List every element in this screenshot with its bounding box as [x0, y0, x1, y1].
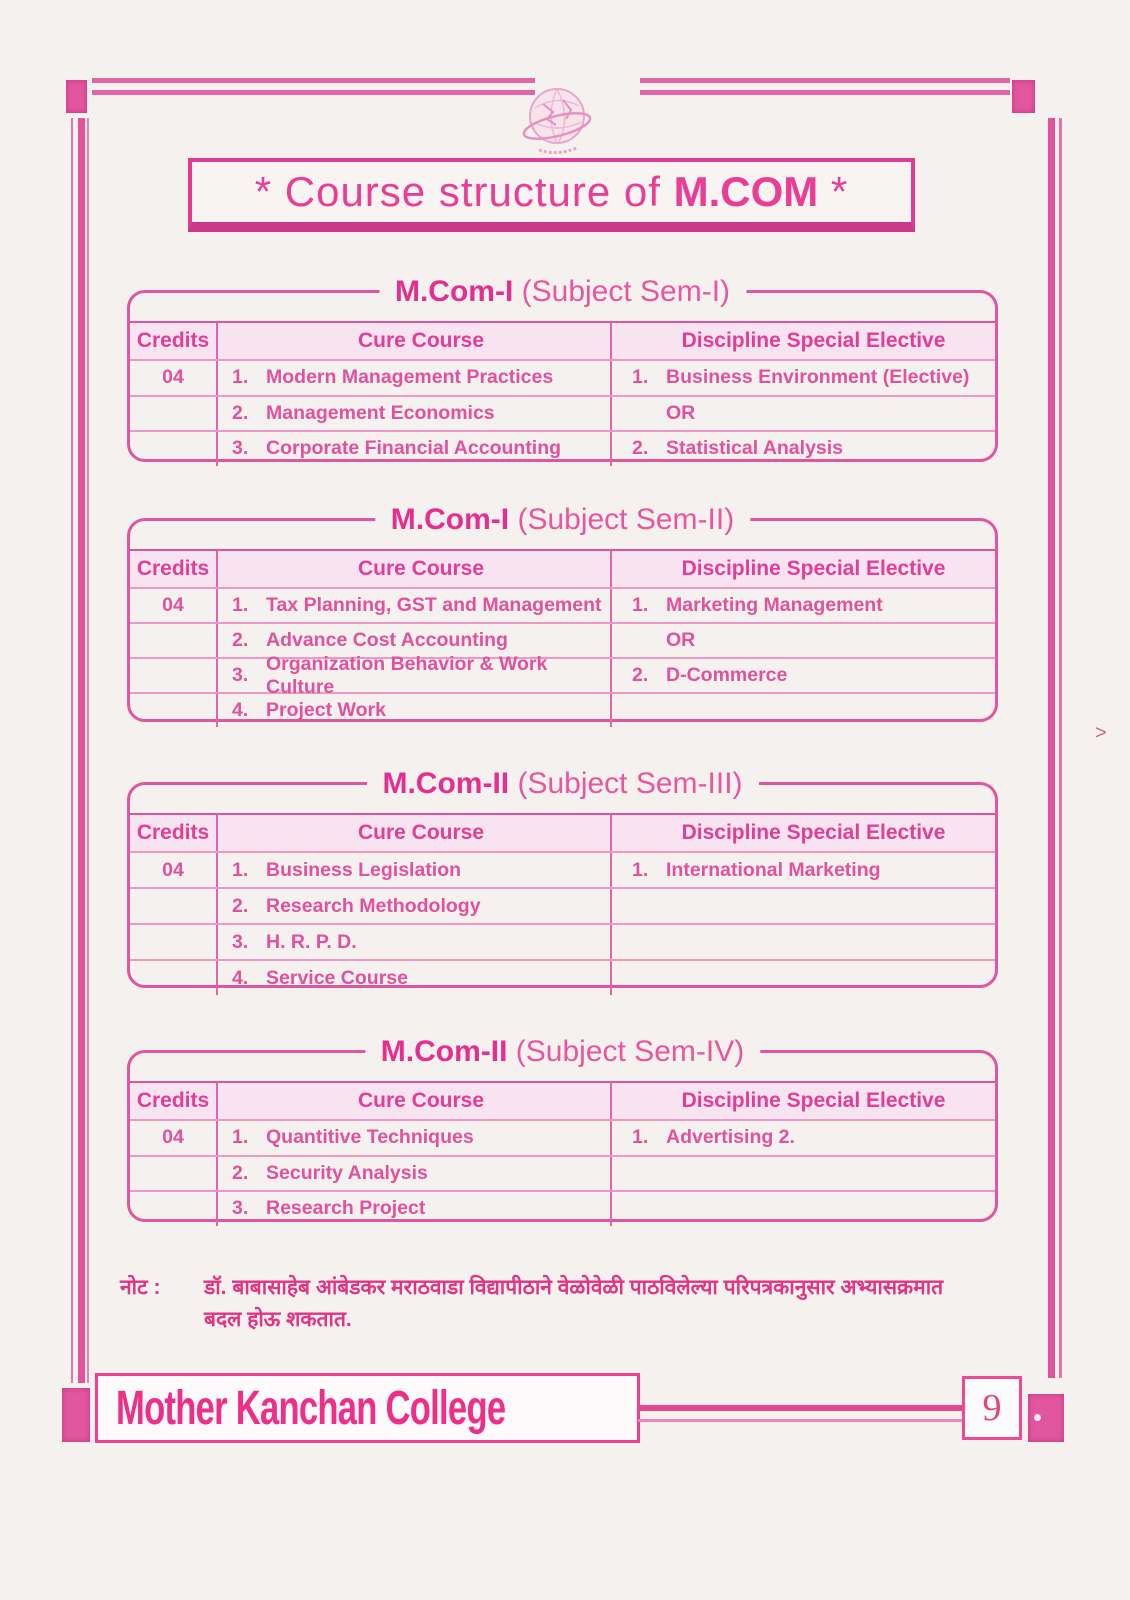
item-number: 3.: [232, 1197, 249, 1220]
left-rule-thin-outer: [71, 118, 73, 1383]
item-text: OR: [666, 629, 696, 651]
item-number: 1.: [232, 366, 249, 389]
item-text: Corporate Financial Accounting: [266, 437, 562, 460]
corner-square-top-left: [66, 80, 87, 113]
item-text: Modern Management Practices: [266, 366, 554, 389]
section-mcom1-sem1: [127, 275, 998, 462]
college-name: Mother Kanchan College: [116, 1381, 506, 1435]
cell-credits: 04: [130, 853, 218, 887]
cell-elective: [612, 1157, 995, 1191]
cell-credits: 04: [130, 589, 218, 622]
table-row: [130, 923, 995, 959]
item-text: OR: [666, 401, 696, 424]
item-text: Research Project: [266, 1197, 426, 1220]
cell-core-course: [218, 361, 612, 395]
section-title-rest: (Subject Sem-IV): [507, 1035, 745, 1068]
item-number: 1.: [632, 858, 649, 881]
course-table: [130, 321, 995, 466]
table-row: [130, 1119, 995, 1155]
cell-core-course: [218, 694, 612, 727]
item-text: Business Environment (Elective): [666, 366, 970, 389]
item-text: Quantitive Techniques: [266, 1126, 474, 1149]
item-text: Business Legislation: [266, 858, 462, 881]
item-number: 3.: [232, 437, 249, 460]
item-text: Security Analysis: [266, 1161, 428, 1184]
cell-core-course: [218, 1157, 612, 1191]
scan-speck-chevron: >: [1095, 722, 1107, 744]
section-title: [366, 764, 758, 804]
col-header-credits: Credits: [130, 551, 218, 587]
table-row: [130, 587, 995, 622]
corner-square-top-right: [1012, 80, 1035, 113]
cell-credits: [130, 659, 218, 692]
cell-credits: 04: [130, 361, 218, 395]
item-number: 2.: [632, 664, 649, 686]
cell-credits: [130, 925, 218, 959]
col-header-elective: Discipline Special Elective: [681, 329, 946, 352]
cell-elective: [612, 432, 995, 466]
section-title-rest: (Subject Sem-II): [509, 503, 735, 536]
footnote-line1: डॉ. बाबासाहेब आंबेडकर मराठवाडा विद्यापीठाने वेळोवेळी पाठविलेल्या परिपत्रकानुसार अभ्यासक्रमात: [204, 1276, 944, 1299]
scan-dot: [1034, 1414, 1041, 1421]
item-text: Marketing Management: [666, 594, 883, 616]
cell-elective: [612, 361, 995, 395]
cell-elective: [612, 853, 995, 887]
item-number: 2.: [232, 401, 249, 424]
page-title-suffix: *: [818, 168, 849, 215]
cell-core-course: [218, 961, 612, 995]
cell-credits: [130, 694, 218, 727]
col-header-core-course: Cure Course: [218, 323, 612, 359]
table-row: [130, 430, 995, 466]
table-row: [130, 851, 995, 887]
cell-credits: [130, 889, 218, 923]
item-text: Statistical Analysis: [666, 437, 844, 460]
corner-square-bottom-left: [62, 1388, 90, 1442]
college-globe-logo-icon: [515, 78, 599, 162]
cell-elective: [612, 961, 995, 995]
table-row: [130, 1190, 995, 1226]
left-rule-thin-inner: [87, 118, 89, 1383]
item-number: 2.: [632, 437, 649, 460]
item-text: Service Course: [266, 966, 408, 989]
page-title: [255, 168, 849, 216]
page-number: 9: [982, 1387, 1002, 1429]
item-text: Advertising 2.: [666, 1126, 795, 1149]
item-number: 2.: [232, 894, 249, 917]
item-text: Project Work: [266, 699, 386, 721]
col-header-core-course: Cure Course: [218, 815, 612, 851]
footnote-label: नोट :: [120, 1276, 161, 1299]
table-header-row: [130, 815, 995, 851]
right-rule-thick: [1048, 118, 1055, 1378]
item-text: H. R. P. D.: [266, 930, 357, 953]
item-number: 1.: [632, 594, 649, 616]
item-number: 1.: [232, 1126, 249, 1149]
col-header-elective: Discipline Special Elective: [681, 1089, 946, 1112]
item-number: 4.: [232, 699, 249, 721]
top-rule-left-upper: [92, 78, 535, 83]
footer-rule-thin: [638, 1419, 964, 1422]
cell-core-course: [218, 589, 612, 622]
section-mcom2-sem4: [127, 1035, 998, 1222]
item-text: Research Methodology: [266, 894, 481, 917]
item-text: Advance Cost Accounting: [266, 629, 508, 651]
section-title: [365, 1032, 760, 1072]
course-table: [130, 549, 995, 727]
section-title-bold: M.Com-II: [380, 1035, 508, 1068]
left-rule-thick: [78, 118, 85, 1383]
footnote: [120, 1272, 1005, 1336]
section-title: [375, 500, 750, 540]
item-number: 1.: [632, 366, 649, 389]
document-title-box: [188, 158, 915, 232]
page-title-bold: M.COM: [673, 168, 819, 215]
table-row: [130, 359, 995, 395]
cell-elective: [612, 659, 995, 692]
cell-credits: [130, 432, 218, 466]
cell-elective: [612, 624, 995, 657]
cell-core-course: [218, 397, 612, 431]
section-title: [379, 272, 746, 312]
right-rule-thin: [1059, 118, 1062, 1378]
section-title-bold: M.Com-II: [382, 767, 510, 800]
table-row: [130, 959, 995, 995]
col-header-credits: Credits: [130, 323, 218, 359]
cell-core-course: [218, 889, 612, 923]
item-number: 1.: [632, 1126, 649, 1149]
item-text: Organization Behavior & Work Culture: [266, 652, 548, 698]
cell-elective: [612, 694, 995, 727]
cell-credits: [130, 961, 218, 995]
page-number-box: [962, 1376, 1022, 1440]
table-row: [130, 887, 995, 923]
item-text: D-Commerce: [666, 664, 788, 686]
item-number: 2.: [232, 1161, 249, 1184]
table-header-row: [130, 1083, 995, 1119]
col-header-core-course: Cure Course: [218, 551, 612, 587]
table-row: [130, 395, 995, 431]
top-rule-right-lower: [640, 90, 1010, 95]
top-rule-left-lower: [92, 90, 535, 95]
item-number: 3.: [232, 930, 249, 953]
item-number: 1.: [232, 594, 249, 616]
col-header-credits: Credits: [130, 815, 218, 851]
table-row: [130, 692, 995, 727]
cell-core-course: [218, 1121, 612, 1155]
item-number: 1.: [232, 858, 249, 881]
cell-core-course: [218, 925, 612, 959]
cell-core-course: [218, 652, 612, 698]
cell-credits: 04: [130, 1121, 218, 1155]
section-title-rest: (Subject Sem-I): [513, 275, 731, 308]
cell-elective: [612, 889, 995, 923]
cell-core-course: [218, 853, 612, 887]
footnote-text: [204, 1272, 943, 1336]
page-title-prefix: * Course structure of: [254, 168, 674, 215]
section-title-bold: M.Com-I: [394, 275, 514, 308]
item-number: 4.: [232, 966, 249, 989]
item-text: Management Economics: [266, 401, 495, 424]
cell-elective: [612, 397, 995, 431]
footnote-line2: बदल होऊ शकतात.: [204, 1308, 352, 1331]
college-name-box: [95, 1373, 640, 1443]
col-header-credits: Credits: [130, 1083, 218, 1119]
cell-elective: [612, 589, 995, 622]
col-header-core-course: Cure Course: [218, 1083, 612, 1119]
section-title-bold: M.Com-I: [390, 503, 510, 536]
cell-elective: [612, 925, 995, 959]
section-mcom2-sem3: [127, 767, 998, 989]
section-title-rest: (Subject Sem-III): [509, 767, 743, 800]
cell-credits: [130, 1157, 218, 1191]
item-number: 2.: [232, 629, 249, 651]
cell-core-course: [218, 432, 612, 466]
col-header-elective: Discipline Special Elective: [681, 557, 946, 580]
table-header-row: [130, 323, 995, 359]
cell-core-course: [218, 1192, 612, 1226]
table-header-row: [130, 551, 995, 587]
section-mcom1-sem2: [127, 503, 998, 722]
cell-credits: [130, 397, 218, 431]
item-text: Tax Planning, GST and Management: [266, 594, 602, 616]
cell-elective: [612, 1121, 995, 1155]
table-row: [130, 1155, 995, 1191]
cell-elective: [612, 1192, 995, 1226]
course-table: [130, 813, 995, 995]
item-text: International Marketing: [666, 858, 881, 881]
top-rule-right-upper: [640, 78, 1010, 83]
course-table: [130, 1081, 995, 1226]
cell-credits: [130, 1192, 218, 1226]
cell-credits: [130, 624, 218, 657]
col-header-elective: Discipline Special Elective: [681, 821, 946, 844]
item-number: 3.: [232, 664, 249, 686]
table-row: [130, 652, 995, 698]
footer-rule-thick: [638, 1405, 964, 1411]
